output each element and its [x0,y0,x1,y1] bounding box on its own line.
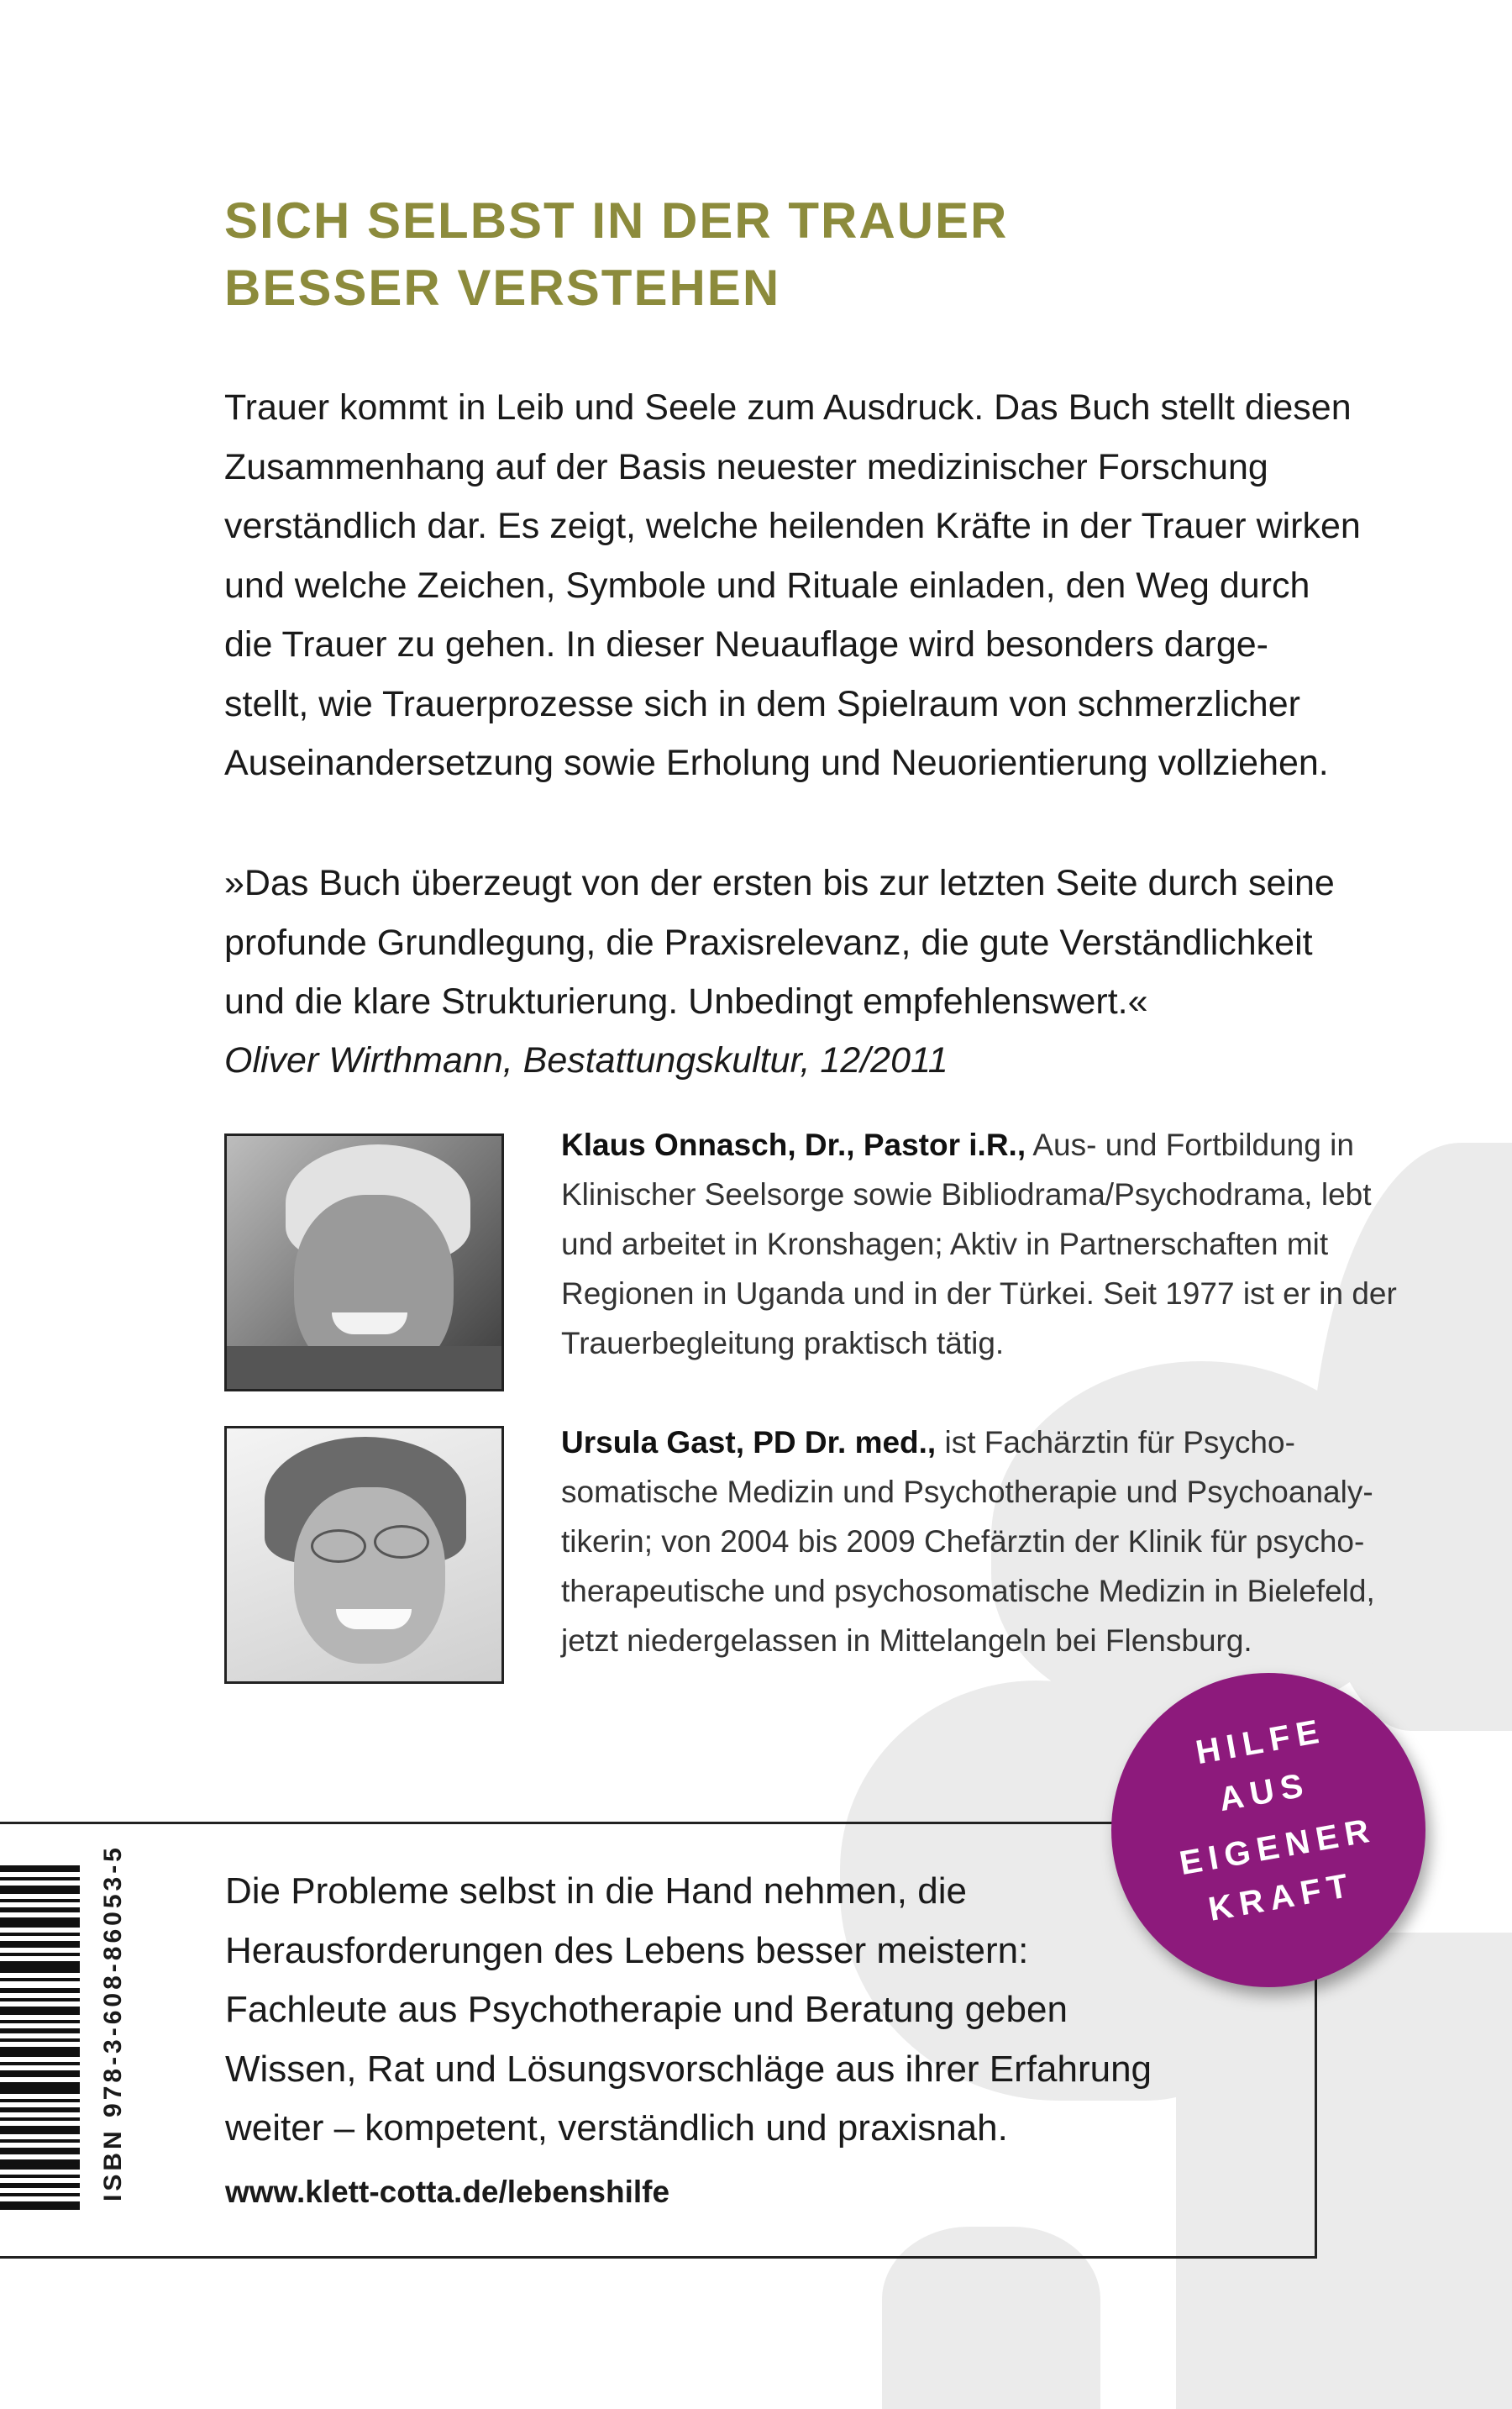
description-line: verständlich dar. Es zeigt, welche heilenden Kräfte in der Trauer wirken [224,506,1361,546]
series-line: weiter – kompetent, verständlich und praxisnah. [225,2107,1008,2149]
description-line: Auseinandersetzung sowie Erholung und Neuorientierung vollziehen. [224,743,1329,783]
bio-line: therapeutische und psychosomatische Medizin in Bielefeld, [561,1574,1375,1608]
title-line-1: SICH SELBST IN DER TRAUER [224,192,1009,249]
description-line: und welche Zeichen, Symbole und Rituale einladen, den Weg durch [224,565,1310,606]
badge-line: KRAFT [1205,1866,1357,1928]
badge-line: AUS [1215,1765,1313,1819]
badge-line: HILFE [1193,1712,1329,1772]
description-line: Trauer kommt in Leib und Seele zum Ausdruck. Das Buch stellt diesen [224,387,1352,428]
bio-line: Regionen in Uganda und in der Türkei. Seit 1977 ist er in der [561,1276,1397,1311]
isbn-number: ISBN 978-3-608-86053-5 [99,1844,127,2201]
author-name: Ursula Gast, PD Dr. med., [561,1425,937,1460]
bio-line: Trauerbegleitung praktisch tätig. [561,1326,1005,1360]
author-name: Klaus Onnasch, Dr., Pastor i.R., [561,1128,1026,1162]
quote-line: profunde Grundlegung, die Praxisrelevanz, die gute Verständlichkeit [224,923,1313,963]
series-line: Wissen, Rat und Lösungsvorschläge aus ihrer Erfahrung [225,2049,1152,2090]
bio-line [561,1425,1295,1460]
barcode [0,1865,80,2214]
badge-line: EIGENER [1176,1811,1378,1883]
description-line: stellt, wie Trauerprozesse sich in dem Spielraum von schmerzlicher [224,684,1300,724]
series-line: Die Probleme selbst in die Hand nehmen, die [225,1870,967,1912]
bio-text: Aus- und Fortbildung in [1026,1128,1354,1162]
quote-line: und die klare Strukturierung. Unbedingt empfehlenswert.« [224,981,1148,1022]
bio-line [561,1128,1354,1163]
quote-source: Oliver Wirthmann, Bestattungskultur, 12/2011 [224,1040,948,1081]
title-line-2: BESSER VERSTEHEN [224,260,781,316]
author-photo-klaus-onnasch [224,1133,504,1391]
bio-text: ist Fachärztin für Psycho- [936,1425,1295,1460]
bio-line: jetzt niedergelassen in Mittelangeln bei Flensburg. [561,1623,1252,1658]
series-badge [1111,1673,1425,1987]
bio-line: Klinischer Seelsorge sowie Bibliodrama/Psychodrama, lebt [561,1177,1372,1212]
quote-line: »Das Buch überzeugt von der ersten bis zur letzten Seite durch seine [224,863,1335,903]
description-line: die Trauer zu gehen. In dieser Neuauflage wird besonders darge- [224,624,1268,665]
series-line: Fachleute aus Psychotherapie und Beratung geben [225,1989,1068,2030]
bio-line: tikerin; von 2004 bis 2009 Chefärztin der Klinik für psycho- [561,1524,1365,1559]
description-line: Zusammenhang auf der Basis neuester medizinischer Forschung [224,447,1268,487]
series-line: Herausforderungen des Lebens besser meistern: [225,1930,1029,1971]
publisher-url-link[interactable]: www.klett-cotta.de/lebenshilfe [225,2175,670,2209]
bio-line: und arbeitet in Kronshagen; Aktiv in Partnerschaften mit [561,1227,1329,1261]
bio-line: somatische Medizin und Psychotherapie und Psychoanaly- [561,1475,1373,1509]
author-photo-ursula-gast [224,1426,504,1684]
